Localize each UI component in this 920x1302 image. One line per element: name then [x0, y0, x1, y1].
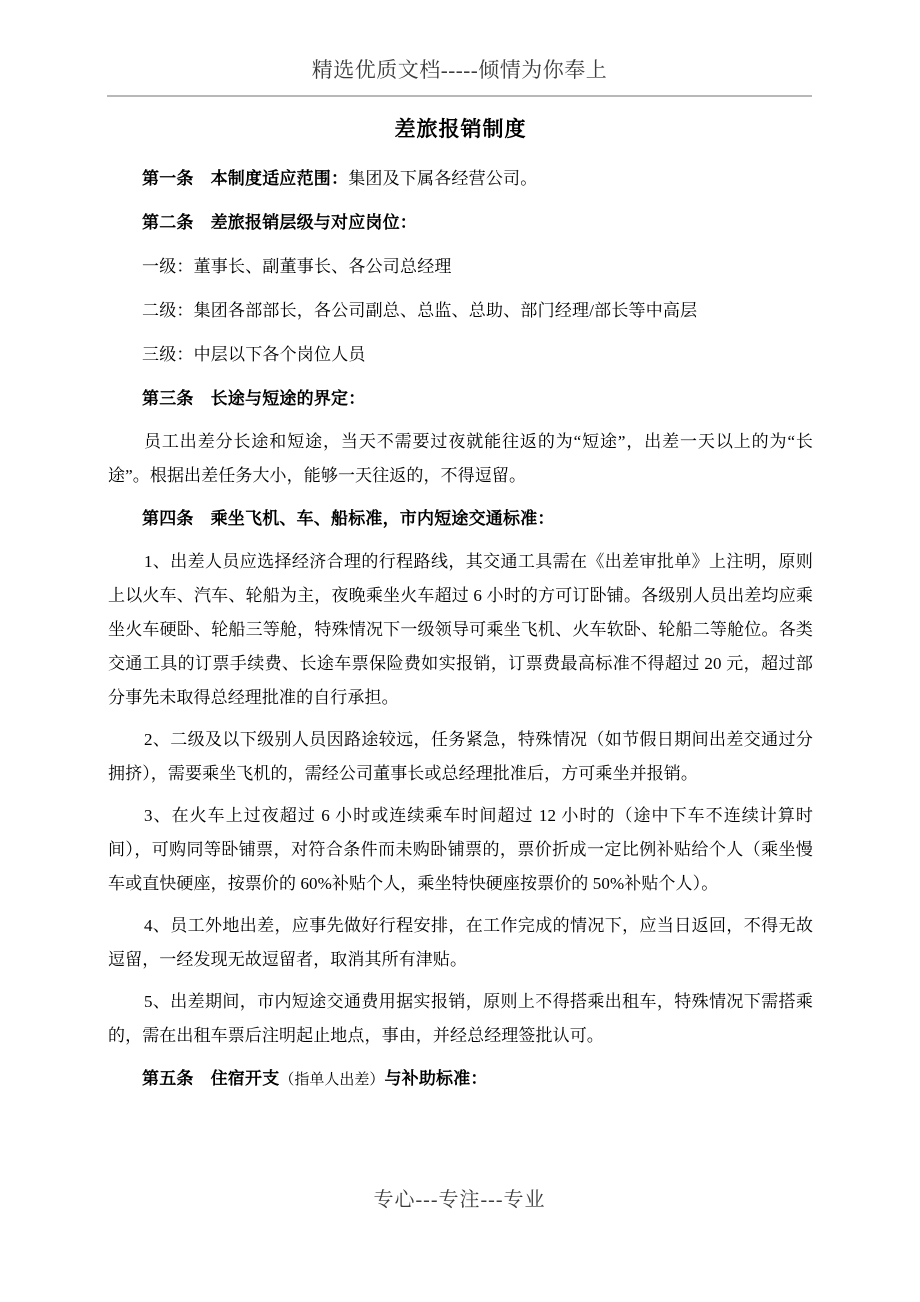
document-body [108, 113, 813, 1102]
level-item-1: 一级：董事长、副董事长、各公司总经理 [142, 257, 452, 276]
article-4-number: 第四条 [142, 509, 194, 528]
article-1-number: 第一条 [142, 169, 194, 188]
article-5-title-part1: 住宿开支 [210, 1069, 280, 1088]
article-4-title: 乘坐飞机、车、船标准，市内短途交通标准： [210, 509, 555, 528]
article-4-item-3: 3、在火车上过夜超过 6 小时或连续乘车时间超过 12 小时的（途中下车不连续计算时间），可购同等卧铺票，对符合条件而未购卧铺票的，票价折成一定比例补贴给个人（乘坐慢车或直快硬座，按票价的 60%补贴个人，乘坐特快硬座按票价的 50%补贴个人）。 [108, 806, 813, 893]
article-3-number: 第三条 [142, 389, 194, 408]
article-2-number: 第二条 [142, 213, 194, 232]
level-item-2: 二级：集团各部部长，各公司副总、总监、总助、部门经理/部长等中高层 [142, 301, 698, 320]
article-1-scope-text: 集团及下属各经营公司。 [348, 169, 538, 188]
article-1-heading [108, 157, 813, 201]
header-divider [107, 95, 812, 97]
page-title: 差旅报销制度 [394, 118, 527, 141]
article-5-heading [108, 1057, 813, 1102]
level-item-3: 三级：中层以下各个岗位人员 [142, 345, 366, 364]
article-4-item-1: 1、出差人员应选择经济合理的行程路线，其交通工具需在《出差审批单》上注明，原则上以火车、汽车、轮船为主，夜晚乘坐火车超过 6 小时的方可订卧铺。各级别人员出差均应乘坐火车硬卧、轮船三等舱，特殊情况下一级领导可乘坐飞机、火车软卧、轮船二等舱位。各类交通工具的订票手续费、长途车票保险费如实报销，订票费最高标准不得超过 20 元，超过部分事先未取得总经理批准的自行承担。 [108, 552, 813, 707]
article-5-title-part2: 与补助标准： [384, 1069, 488, 1088]
article-5-number: 第五条 [142, 1069, 194, 1088]
article-4-item-5: 5、出差期间，市内短途交通费用据实报销，原则上不得搭乘出租车，特殊情况下需搭乘的，需在出租车票后注明起止地点，事由，并经总经理签批认可。 [108, 992, 813, 1045]
article-3-title: 长途与短途的界定： [210, 389, 366, 408]
article-1-title: 本制度适应范围： [210, 169, 349, 188]
article-4-item-2: 2、二级及以下级别人员因路途较远，任务紧急，特殊情况（如节假日期间出差交通过分拥挤），需要乘坐飞机的，需经公司董事长或总经理批准后，方可乘坐并报销。 [108, 730, 813, 783]
article-5-title-note: （指单人出差） [279, 1072, 385, 1088]
article-4-item-4: 4、员工外地出差，应事先做好行程安排，在工作完成的情况下，应当日返回，不得无故逗留，一经发现无故逗留者，取消其所有津贴。 [108, 916, 813, 969]
article-4-heading [108, 497, 813, 541]
article-3-body: 员工出差分长途和短途，当天不需要过夜就能往返的为“短途”，出差一天以上的为“长途”。根据出差任务大小，能够一天往返的，不得逗留。 [108, 432, 813, 485]
running-footer: 专心---专注---专业 [373, 1189, 546, 1211]
running-header: 精选优质文档-----倾情为你奉上 [311, 58, 608, 82]
article-2-title: 差旅报销层级与对应岗位： [210, 213, 418, 232]
article-2-heading [108, 201, 813, 245]
article-3-heading [108, 377, 813, 421]
